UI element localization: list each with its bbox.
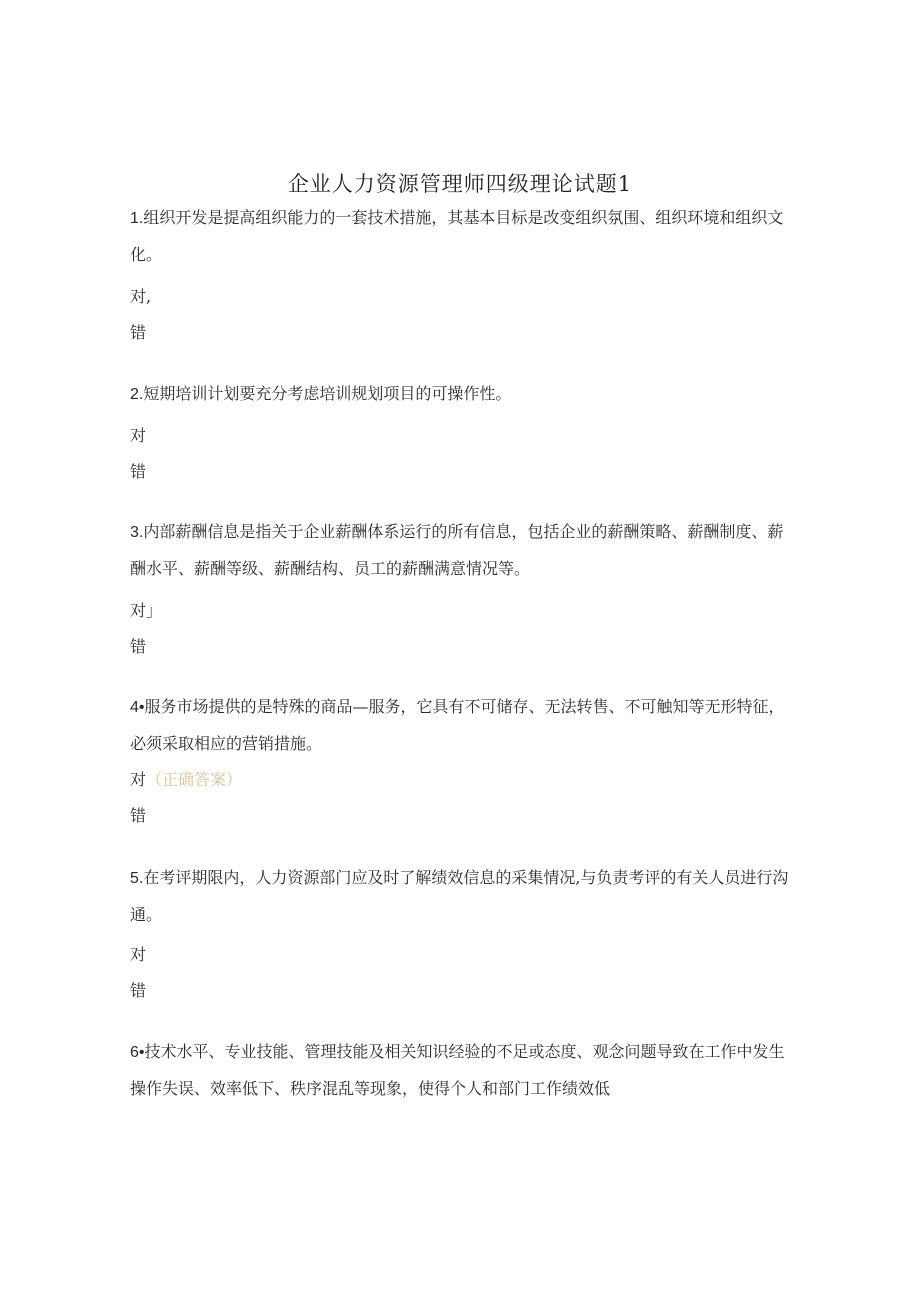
question-1 [130,200,790,273]
question-4-option-true[interactable] [130,769,242,791]
question-4-text: 服务市场提供的是特殊的商品—服务，它具有不可储存、无法转售、不可触知等无形特征，必须采取相应的营销措施。 [130,697,785,753]
question-2 [130,376,790,413]
question-1-option-false[interactable]: 错 [130,323,147,342]
question-2-number: 2. [130,386,144,403]
question-2-text: 短期培训计划要充分考虑培训规划项目的可操作性。 [143,384,512,403]
question-5 [130,860,790,933]
question-5-text: 在考评期限内，人力资源部门应及时了解绩效信息的采集情况,与负责考评的有关人员进行沟通。 [130,868,789,924]
question-5-option-false[interactable]: 错 [130,981,147,1000]
question-6 [130,1034,790,1107]
question-2-option-false[interactable]: 错 [130,462,147,481]
question-4-number: 4• [130,699,145,716]
correct-answer-mark: （正确答案） [146,770,243,789]
question-1-option-true[interactable]: 对, [130,287,152,306]
question-6-text: 技术水平、专业技能、管理技能及相关知识经验的不足或态度、观念问题导致在工作中发生操作失误、效率低下、秩序混乱等现象，使得个人和部门工作绩效低 [130,1042,785,1098]
question-3-option-true[interactable]: 对」 [130,601,163,620]
question-2-option-true[interactable]: 对 [130,426,147,445]
question-4-option-true-label: 对 [130,770,147,789]
page-title: 企业人力资源管理师四级理论试题1 [287,172,633,196]
question-5-number: 5. [130,870,144,887]
question-3-option-false[interactable]: 错 [130,637,147,656]
question-1-number: 1. [130,210,144,227]
question-3-text: 内部薪酬信息是指关于企业薪酬体系运行的所有信息，包括企业的薪酬策略、薪酬制度、薪酬水平、薪酬等级、薪酬结构、员工的薪酬满意情况等。 [130,522,784,578]
question-4 [130,689,790,762]
question-4-option-false[interactable]: 错 [130,806,147,825]
question-1-text: 组织开发是提高组织能力的一套技术措施，其基本目标是改变组织氛围、组织环境和组织文化。 [130,208,784,264]
question-5-option-true[interactable]: 对 [130,945,147,964]
question-3 [130,514,790,587]
question-6-number: 6• [130,1044,145,1061]
question-3-number: 3. [130,524,144,541]
